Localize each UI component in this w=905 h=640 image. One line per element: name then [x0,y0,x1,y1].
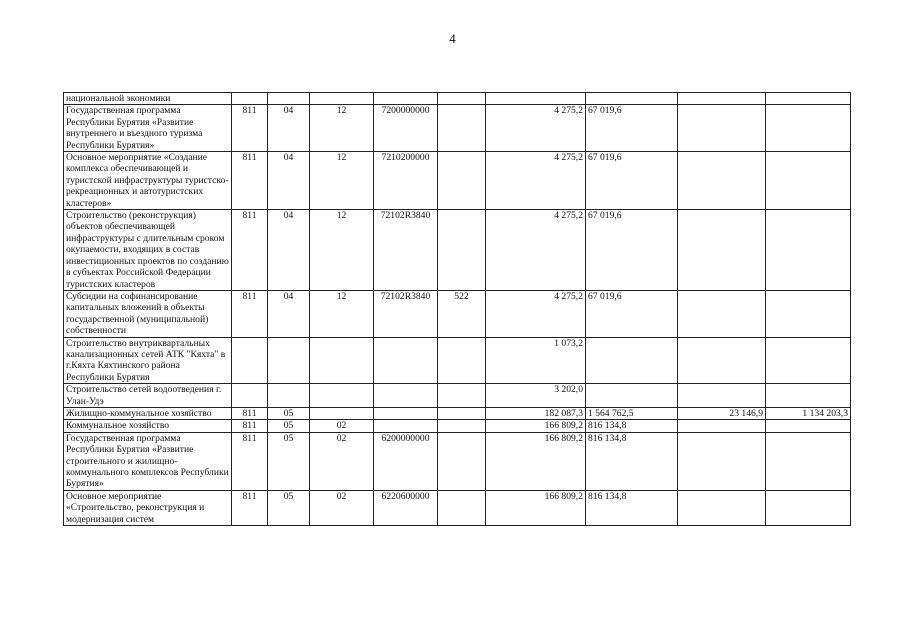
name-cell: Жилищно-коммунальное хозяйство [64,407,232,419]
expense-type-cell [438,432,486,490]
amount-4-cell: 1 134 203,3 [766,407,851,419]
amount-1-cell: 166 809,2 [486,490,586,525]
subsection-code-cell [310,93,374,105]
subsection-code-cell: 12 [310,105,374,152]
amount-4-cell [766,490,851,525]
subsection-code-cell: 12 [310,290,374,337]
table-row [64,152,851,210]
amount-3-cell [678,105,766,152]
amount-4-cell [766,290,851,337]
amount-3-cell [678,337,766,384]
table-row [64,420,851,432]
expense-type-cell [438,93,486,105]
table-row [64,290,851,337]
amount-2-cell [586,93,678,105]
name-cell: Строительство (реконструкция) объектов обеспечивающей инфраструктуры с длительным сроком окупаемости, входящих в состав инвестиционных проектов по созданию в субъектах Российской Федерации туристских кластеров [64,210,232,291]
subsection-code-cell [310,407,374,419]
ministry-code-cell: 811 [232,407,268,419]
target-article-cell: 7210200000 [374,152,438,210]
section-code-cell [268,384,310,408]
table-row [64,384,851,408]
amount-2-cell: 67 019,6 [586,290,678,337]
name-cell: Государственная программа Республики Бурятия «Развитие строительного и жилищно-коммунального комплексов Республики Бурятия» [64,432,232,490]
expense-type-cell [438,152,486,210]
amount-4-cell [766,152,851,210]
amount-4-cell [766,105,851,152]
ministry-code-cell: 811 [232,420,268,432]
subsection-code-cell [310,384,374,408]
name-cell: Коммунальное хозяйство [64,420,232,432]
name-cell: Основное мероприятие «Строительство, реконструкция и модернизация систем [64,490,232,525]
ministry-code-cell: 811 [232,210,268,291]
target-article-cell: 72102R3840 [374,290,438,337]
budget-table [63,92,851,526]
amount-1-cell: 166 809,2 [486,420,586,432]
target-article-cell: 72102R3840 [374,210,438,291]
target-article-cell [374,384,438,408]
amount-1-cell: 4 275,2 [486,210,586,291]
target-article-cell [374,407,438,419]
name-cell: Строительство внутриквартальных канализационных сетей АТК "Кяхта" в г.Кяхта Кяхтинского района Республики Бурятия [64,337,232,384]
subsection-code-cell: 12 [310,152,374,210]
table-body [64,93,851,526]
subsection-code-cell: 12 [310,210,374,291]
amount-4-cell [766,432,851,490]
section-code-cell [268,93,310,105]
amount-2-cell [586,384,678,408]
amount-2-cell: 67 019,6 [586,210,678,291]
amount-1-cell: 4 275,2 [486,290,586,337]
target-article-cell [374,420,438,432]
target-article-cell: 6220600000 [374,490,438,525]
amount-3-cell: 23 146,9 [678,407,766,419]
amount-3-cell [678,210,766,291]
expense-type-cell [438,407,486,419]
amount-2-cell: 816 134,8 [586,432,678,490]
expense-type-cell [438,490,486,525]
table-row [64,105,851,152]
expense-type-cell [438,210,486,291]
expense-type-cell [438,384,486,408]
name-cell: Субсидии на софинансирование капитальных вложений в объекты государственной (муниципальной) собственности [64,290,232,337]
section-code-cell: 04 [268,105,310,152]
target-article-cell: 6200000000 [374,432,438,490]
section-code-cell: 05 [268,490,310,525]
amount-3-cell [678,432,766,490]
amount-3-cell [678,93,766,105]
section-code-cell: 04 [268,152,310,210]
section-code-cell: 05 [268,407,310,419]
expense-type-cell: 522 [438,290,486,337]
name-cell: Строительство сетей водоотведения г. Улан-Удэ [64,384,232,408]
ministry-code-cell: 811 [232,105,268,152]
section-code-cell: 05 [268,432,310,490]
amount-1-cell: 166 809,2 [486,432,586,490]
ministry-code-cell: 811 [232,152,268,210]
subsection-code-cell: 02 [310,432,374,490]
amount-4-cell [766,420,851,432]
target-article-cell [374,337,438,384]
ministry-code-cell: 811 [232,290,268,337]
amount-3-cell [678,384,766,408]
amount-3-cell [678,490,766,525]
section-code-cell: 04 [268,210,310,291]
amount-4-cell [766,337,851,384]
ministry-code-cell [232,93,268,105]
amount-2-cell: 816 134,8 [586,490,678,525]
name-cell: национальной экономики [64,93,232,105]
amount-1-cell: 1 073,2 [486,337,586,384]
expense-type-cell [438,420,486,432]
section-code-cell: 05 [268,420,310,432]
amount-3-cell [678,420,766,432]
ministry-code-cell: 811 [232,490,268,525]
expense-type-cell [438,337,486,384]
target-article-cell: 7200000000 [374,105,438,152]
amount-1-cell: 4 275,2 [486,105,586,152]
section-code-cell [268,337,310,384]
page-number: 4 [449,31,456,46]
name-cell: Государственная программа Республики Бурятия «Развитие внутреннего и въездного туризма Республики Бурятия» [64,105,232,152]
target-article-cell [374,93,438,105]
amount-3-cell [678,152,766,210]
name-cell: Основное мероприятие «Создание комплекса обеспечивающей и туристской инфраструктуры туристско-рекреационных и автотуристских кластеров» [64,152,232,210]
expense-type-cell [438,105,486,152]
ministry-code-cell [232,337,268,384]
amount-1-cell: 3 202,0 [486,384,586,408]
amount-4-cell [766,384,851,408]
ministry-code-cell: 811 [232,432,268,490]
table-row [64,490,851,525]
amount-1-cell: 4 275,2 [486,152,586,210]
amount-2-cell: 1 564 762,5 [586,407,678,419]
amount-2-cell: 816 134,8 [586,420,678,432]
amount-1-cell [486,93,586,105]
subsection-code-cell: 02 [310,490,374,525]
amount-2-cell: 67 019,6 [586,152,678,210]
table-row [64,432,851,490]
section-code-cell: 04 [268,290,310,337]
ministry-code-cell [232,384,268,408]
table-row [64,337,851,384]
subsection-code-cell: 02 [310,420,374,432]
amount-4-cell [766,93,851,105]
table-row [64,93,851,105]
table-row [64,210,851,291]
amount-1-cell: 182 087,3 [486,407,586,419]
table-row [64,407,851,419]
amount-2-cell: 67 019,6 [586,105,678,152]
amount-4-cell [766,210,851,291]
amount-3-cell [678,290,766,337]
subsection-code-cell [310,337,374,384]
amount-2-cell [586,337,678,384]
